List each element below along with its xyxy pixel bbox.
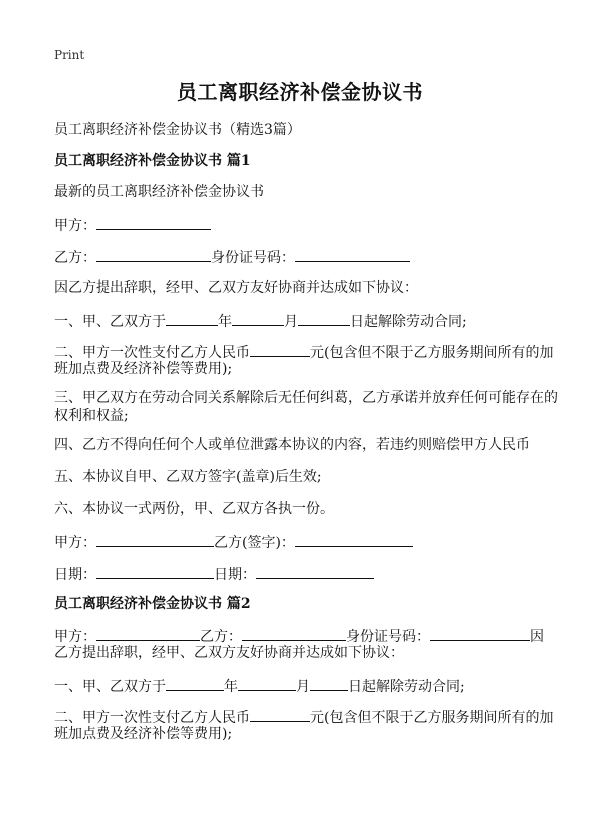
date-a-label: 日期： bbox=[54, 567, 96, 583]
s2-id-label: 身份证号码： bbox=[346, 629, 430, 645]
s2-year-label: 年 bbox=[224, 679, 238, 695]
signature-line bbox=[54, 532, 413, 552]
date-a-blank bbox=[96, 564, 214, 579]
clause-1-end: 日起解除劳动合同; bbox=[350, 314, 467, 330]
clause-2-text-b: 元(包含但不限于乙方服务期间所有的加 bbox=[310, 345, 554, 361]
s2-month-blank bbox=[238, 676, 296, 691]
s2-preamble: 乙方提出辞职，经甲、乙双方友好协商并达成如下协议： bbox=[54, 645, 404, 661]
sign-a-blank bbox=[96, 532, 214, 547]
date-b-blank bbox=[256, 564, 374, 579]
date-b-label: 日期： bbox=[214, 567, 256, 583]
clause-6: 六、本协议一式两份，甲、乙双方各执一份。 bbox=[54, 501, 334, 517]
day-blank bbox=[298, 311, 350, 326]
clause-2-cont: 班加点费及经济补偿等费用); bbox=[54, 361, 233, 377]
clause-4: 四、乙方不得向任何个人或单位泄露本协议的内容，若违约则赔偿甲方人民币 bbox=[54, 437, 530, 453]
preamble: 因乙方提出辞职，经甲、乙双方友好协商并达成如下协议： bbox=[54, 280, 418, 296]
print-link[interactable]: Print bbox=[54, 48, 85, 62]
id-number-label: 身份证号码： bbox=[211, 250, 295, 266]
s2-clause-2-cont: 班加点费及经济补偿等费用); bbox=[54, 726, 233, 742]
party-b-line bbox=[54, 247, 410, 267]
section-1-heading: 员工离职经济补偿金协议书 篇1 bbox=[54, 153, 251, 169]
amount-blank bbox=[250, 342, 310, 357]
s2-clause-2 bbox=[54, 707, 553, 727]
party-a-line bbox=[54, 215, 211, 235]
s2-clause-1-end: 日起解除劳动合同; bbox=[348, 679, 465, 695]
s2-month-label: 月 bbox=[296, 679, 310, 695]
year-blank bbox=[166, 311, 218, 326]
party-a-blank bbox=[96, 215, 211, 230]
date-line bbox=[54, 564, 374, 584]
clause-3: 三、甲乙双方在劳动合同关系解除后无任何纠葛，乙方承诺并放弃任何可能存在的 bbox=[54, 390, 558, 406]
s2-party-a-label: 甲方： bbox=[54, 629, 96, 645]
sign-b-label: 乙方(签字)： bbox=[214, 535, 295, 551]
s2-amount-blank bbox=[250, 707, 310, 722]
document-title: 员工离职经济补偿金协议书 bbox=[177, 80, 423, 104]
s2-clause-2-text: 二、甲方一次性支付乙方人民币 bbox=[54, 710, 250, 726]
s2-clause-1 bbox=[54, 676, 465, 696]
month-label: 月 bbox=[284, 314, 298, 330]
document-subtitle: 员工离职经济补偿金协议书（精选3篇） bbox=[54, 122, 301, 138]
clause-3-cont: 权利和权益; bbox=[54, 408, 129, 424]
s2-day-blank bbox=[310, 676, 348, 691]
party-b-label: 乙方： bbox=[54, 250, 96, 266]
section-1-intro: 最新的员工离职经济补偿金协议书 bbox=[54, 184, 264, 200]
section-2-parties bbox=[54, 626, 544, 646]
s2-trail: 因 bbox=[530, 629, 544, 645]
clause-1 bbox=[54, 311, 467, 331]
id-number-blank bbox=[295, 247, 410, 262]
clause-5: 五、本协议自甲、乙双方签字(盖章)后生效; bbox=[54, 469, 322, 485]
s2-party-b-blank bbox=[242, 626, 346, 641]
sign-b-blank bbox=[295, 532, 413, 547]
s2-party-a-blank bbox=[96, 626, 200, 641]
section-2-heading: 员工离职经济补偿金协议书 篇2 bbox=[54, 596, 251, 612]
clause-2-text: 二、甲方一次性支付乙方人民币 bbox=[54, 345, 250, 361]
s2-clause-2-text-b: 元(包含但不限于乙方服务期间所有的加 bbox=[310, 710, 554, 726]
sign-a-label: 甲方： bbox=[54, 535, 96, 551]
clause-2 bbox=[54, 342, 553, 362]
s2-id-blank bbox=[430, 626, 530, 641]
year-label: 年 bbox=[218, 314, 232, 330]
s2-clause-1-text: 一、甲、乙双方于 bbox=[54, 679, 166, 695]
party-a-label: 甲方： bbox=[54, 218, 96, 234]
s2-party-b-label: 乙方： bbox=[200, 629, 242, 645]
clause-1-text: 一、甲、乙双方于 bbox=[54, 314, 166, 330]
s2-year-blank bbox=[166, 676, 224, 691]
party-b-blank bbox=[96, 247, 211, 262]
month-blank bbox=[232, 311, 284, 326]
